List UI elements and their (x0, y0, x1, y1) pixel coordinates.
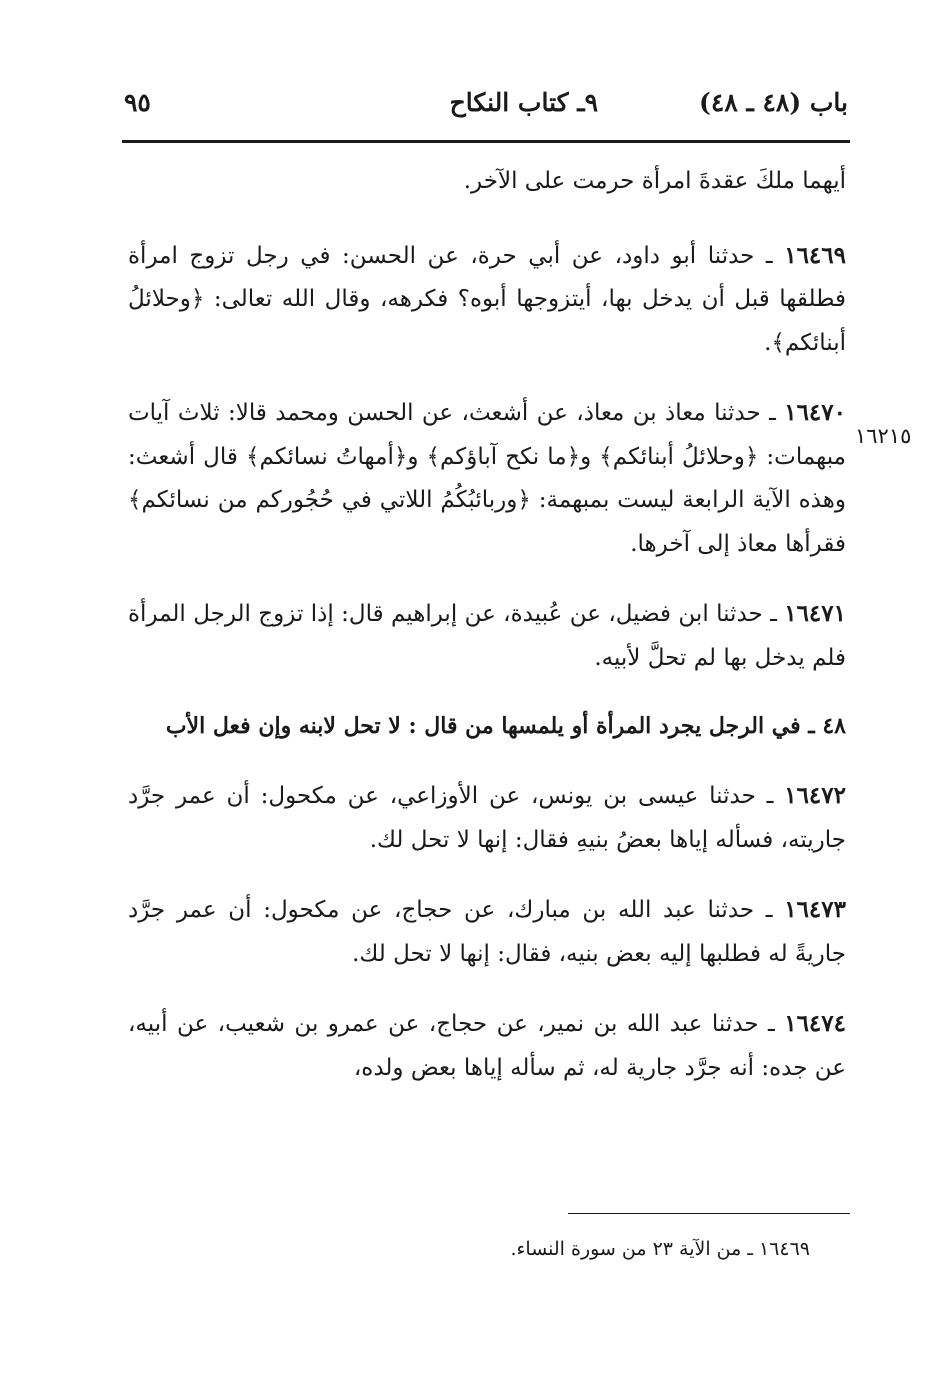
section-heading: ٤٨ ـ في الرجل يجرد المرأة أو يلمسها من قال : لا تحل لابنه وإن فعل الأب (165, 713, 846, 739)
hadith-paragraph (128, 774, 846, 862)
paragraph-text: أيهما ملكَ عقدةَ امرأة حرمت على الآخر. (463, 168, 846, 194)
hadith-number: ١٦٤٧١ (784, 600, 846, 627)
hadith-number: ١٦٤٧٣ (784, 896, 846, 923)
main-text (128, 160, 846, 1116)
footnote-rule (568, 1213, 850, 1214)
hadith-paragraph (128, 234, 846, 366)
hadith-number: ١٦٤٧٠ (784, 399, 846, 426)
hadith-paragraph (128, 592, 846, 680)
hadith-number: ١٦٤٧٤ (784, 1010, 846, 1037)
hadith-paragraph (128, 1002, 846, 1090)
header-rule (122, 140, 850, 143)
paragraph-text: ـ حدثنا عبد الله بن مبارك، عن حجاج، عن مكحول: أن عمر جرَّد جاريةً له فطلبها إليه بعض بنيه، فقال: إنها لا تحل لك. (128, 897, 846, 967)
paragraph-continuation (128, 160, 846, 204)
hadith-paragraph (128, 391, 846, 566)
page-header (122, 84, 848, 134)
page-number: ٩٥ (124, 88, 151, 117)
hadith-number: ١٦٤٦٩ (784, 241, 846, 269)
paragraph-text: ـ حدثنا معاذ بن معاذ، عن أشعث، عن الحسن ومحمد قالا: ثلاث آيات مبهمات: ﴿وحلائلُ أبنائكم﴾ و﴿ما نكح آباؤكم﴾ و﴿أمهاتُ نسائكم﴾ قال أشعث: وهذه الآية الرابعة ليست بمبهمة: ﴿وربائبُكُمُ اللاتي في حُجُوركم من نسائكم﴾ فقرأها معاذ إلى آخرها. (128, 400, 846, 557)
paragraph-text: ـ حدثنا عيسى بن يونس، عن الأوزاعي، عن مكحول: أن عمر جرَّد جاريته، فسأله إياها بعضُ بنيهِ فقال: إنها لا تحل لك. (128, 783, 846, 853)
footnote: ١٦٤٦٩ ـ من الآية ٢٣ من سورة النساء. (510, 1238, 810, 1260)
paragraph-text: ـ حدثنا عبد الله بن نمير، عن حجاج، عن عمرو بن شعيب، عن أبيه، عن جده: أنه جرَّد جارية له، ثم سأله إياها بعض ولده، (128, 1011, 846, 1081)
chapter-range: باب (٤٨ ـ ٤٨) (699, 88, 848, 117)
paragraph-text: ـ حدثنا ابن فضيل، عن عُبيدة، عن إبراهيم قال: إذا تزوج الرجل المرأة فلم يدخل بها لم تحلَّ لأبيه. (128, 601, 846, 671)
hadith-paragraph (128, 888, 846, 976)
book-title: ٩ـ كتاب النكاح (449, 88, 598, 117)
margin-reference-number: ١٦٢١٥ (855, 424, 912, 448)
paragraph-text: ـ حدثنا أبو داود، عن أبي حرة، عن الحسن: في رجل تزوج امرأة فطلقها قبل أن يدخل بها، أيتزوجها أبوه؟ فكرهه، وقال الله تعالى: ﴿وحلائلُ أبنائكم﴾. (128, 242, 846, 356)
hadith-number: ١٦٤٧٢ (784, 782, 846, 809)
